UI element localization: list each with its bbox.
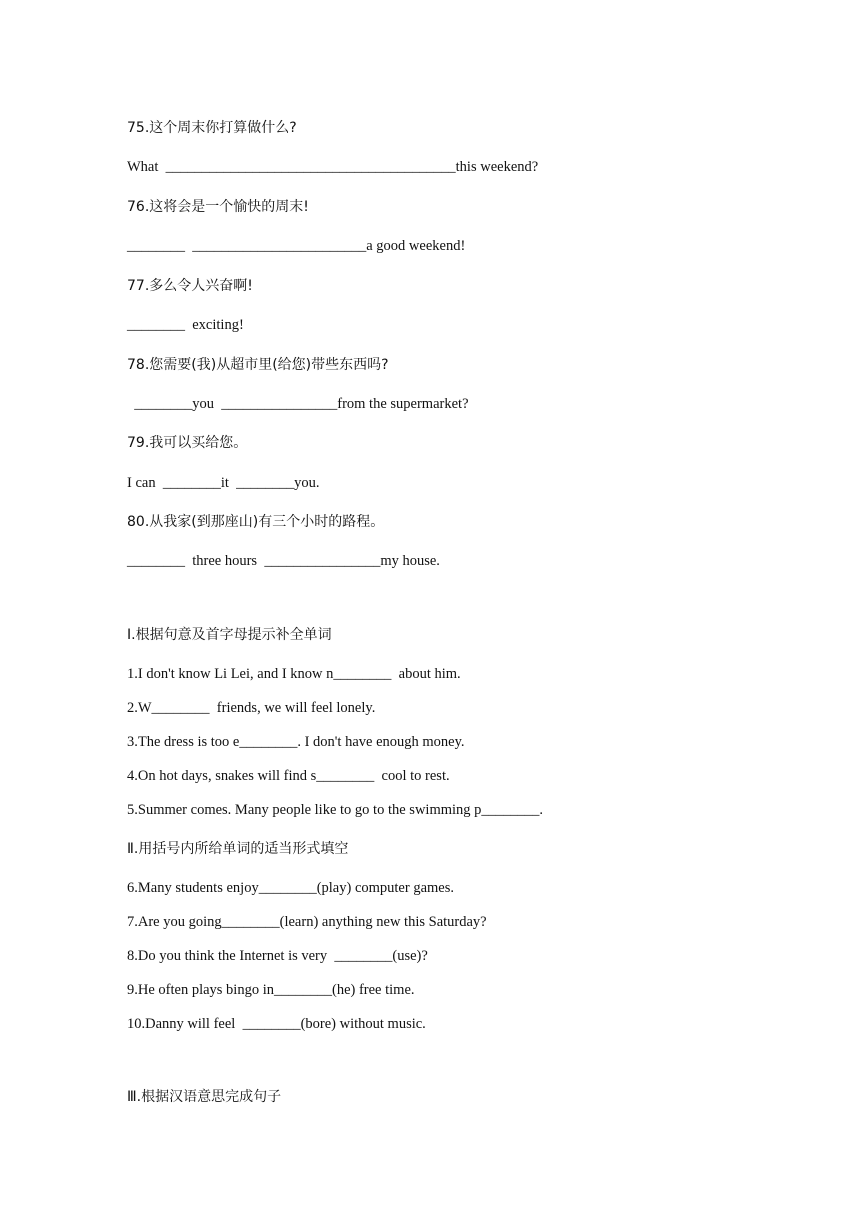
section-1-item-5: 5.Summer comes. Many people like to go to the swimming p________. (127, 802, 544, 818)
section-1-item-2: 2.W________ friends, we will feel lonely. (127, 700, 376, 716)
section-2-item-7: 7.Are you going________(learn) anything new this Saturday? (127, 914, 487, 930)
section-2-item-6: 6.Many students enjoy________(play) computer games. (127, 880, 454, 896)
section-1-item-4: 4.On hot days, snakes will find s________ cool to rest. (127, 768, 450, 784)
question-80-prompt: 80.从我家(到那座山)有三个小时的路程。 (127, 514, 385, 530)
section-1-item-1: 1.I don't know Li Lei, and I know n________ about him. (127, 666, 461, 682)
section-2-heading: Ⅱ.用括号内所给单词的适当形式填空 (127, 841, 349, 857)
question-78-answer-line: ________you ________________from the supermarket? (127, 396, 469, 412)
question-76-prompt: 76.这将会是一个愉快的周末! (127, 199, 309, 215)
section-3-heading: Ⅲ.根据汉语意思完成句子 (127, 1089, 282, 1105)
question-77-answer-line: ________ exciting! (127, 317, 244, 333)
question-79-answer-line: I can ________it ________you. (127, 475, 320, 491)
section-1-item-3: 3.The dress is too e________. I don't have enough money. (127, 734, 465, 750)
section-2-item-8: 8.Do you think the Internet is very ________(use)? (127, 948, 428, 964)
section-2-item-9: 9.He often plays bingo in________(he) free time. (127, 982, 415, 998)
question-78-prompt: 78.您需要(我)从超市里(给您)带些东西吗? (127, 357, 389, 373)
question-76-answer-line: ________ ________________________a good weekend! (127, 238, 466, 254)
question-75-answer-line: What ________________________________________this weekend? (127, 159, 539, 175)
section-1-heading: Ⅰ.根据句意及首字母提示补全单词 (127, 627, 332, 643)
question-75-prompt: 75.这个周末你打算做什么? (127, 120, 297, 136)
question-79-prompt: 79.我可以买给您。 (127, 435, 248, 451)
question-77-prompt: 77.多么令人兴奋啊! (127, 278, 253, 294)
question-80-answer-line: ________ three hours ________________my house. (127, 553, 440, 569)
section-2-item-10: 10.Danny will feel ________(bore) without music. (127, 1016, 426, 1032)
